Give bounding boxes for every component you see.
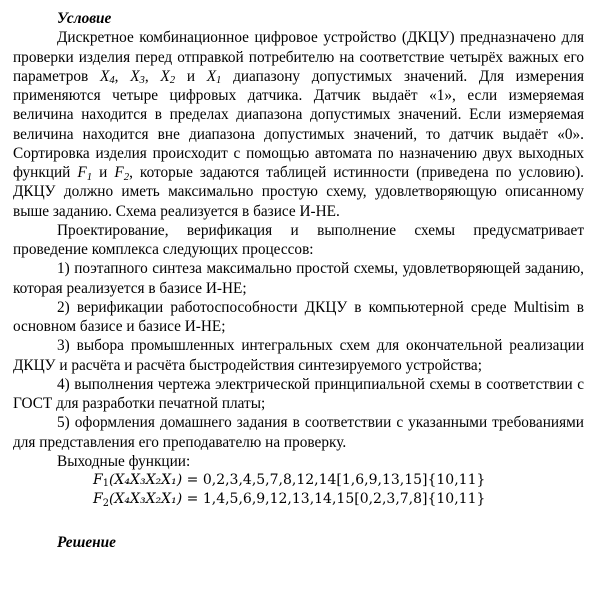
section-spacer (13, 510, 584, 533)
process-item-3: 3) выбора промышленных интегральных схем для окончательной реализации ДКЦУ и расчёта и расчёта быстродействия синтезируемого устройства; (13, 337, 584, 374)
param-x3: $X_3$ (130, 67, 145, 87)
intro-text-part3: , которые задаются таблицей истинности (приведена по условию). ДКЦУ должно иметь максимально простую схему, удовлетворяющую описанному выше заданию. Схема реализуется в базисе И-НЕ. (13, 164, 584, 220)
intro-text-part1: Дискретное комбинационное цифровое устройство (ДКЦУ) предназначено для проверки изделия перед отправкой потребителю на соответствие четырёх важных его параметров (13, 29, 584, 85)
design-intro-paragraph: Проектирование, верификация и выполнение схемы предусматривает проведение комплекса следующих процессов: (13, 221, 584, 258)
func-f2: $F_2$ (114, 164, 130, 183)
condition-heading: Условие (57, 10, 112, 27)
process-item-4: 4) выполнения чертежа электрической принципиальной схемы в соответствии с ГОСТ для разработки печатной платы; (13, 375, 584, 412)
process-item-2: 2) верификации работоспособности ДКЦУ в компьютерной среде Multisim в основном базисе и базисе И-НЕ; (13, 298, 584, 335)
param-x1: $X_1$ (206, 67, 222, 87)
formula-f1: $F_1(X_4X_3X_2X_1) = 0,2,3,4,5,7,8,12,14[1,6,9,13,15]\{10,11\}$ (93, 472, 486, 490)
document-page (13, 9, 584, 552)
func-f1: $F_1$ (77, 164, 93, 183)
param-x2: $X_2$ (160, 67, 176, 87)
solution-heading: Решение (57, 533, 116, 551)
condition-intro-paragraph: Дискретное комбинационное цифровое устройство (ДКЦУ) предназначено для проверки изделия перед отправкой потребителю на соответствие четырёх важных его параметров $X_4$, $X_3$, $X_2$ и $X_1$ диапазону допустимых значений. Для измерения применяются четыре цифровых датчика. Датчик выдаёт «1», если измеряемая величина находится в пределах диапазона допустимых значений. Если измеряемая величина находится вне диапазона допустимых значений, то датчик выдаёт «0». Сортировка изделия происходит с помощью автомата по назначению двух выходных функций $F_1$ и $F_2$, которые задаются таблицей истинности (приведена по условию). ДКЦУ должно иметь максимально простую схему, удовлетворяющую описанному выше заданию. Схема реализуется в базисе И-НЕ. (13, 29, 584, 220)
intro-text-part2: диапазону допустимых значений. Для измерения применяются четыре цифровых датчика. Датчик выдаёт «1», если измеряемая величина находится в пределах диапазона допустимых значений. Если измеряемая величина находится вне диапазона допустимых значений, то датчик выдаёт «0». Сортировка изделия происходит с помощью автомата по назначению двух выходных функций (13, 67, 584, 181)
outputs-label: Выходные функции: (57, 452, 191, 470)
formula-f2: $F_2(X_4X_3X_2X_1) = 1,4,5,6,9,12,13,14,15[0,2,3,7,8]\{10,11\}$ (93, 491, 486, 509)
process-item-1: 1) поэтапного синтеза максимально простой схемы, удовлетворяющей заданию, которая реализуется в базисе И-НЕ; (13, 260, 584, 297)
param-x4: $X_4$ (99, 67, 115, 87)
process-item-5: 5) оформления домашнего задания в соответствии с указанными требованиями для представления его преподавателю на проверку. (13, 414, 584, 451)
